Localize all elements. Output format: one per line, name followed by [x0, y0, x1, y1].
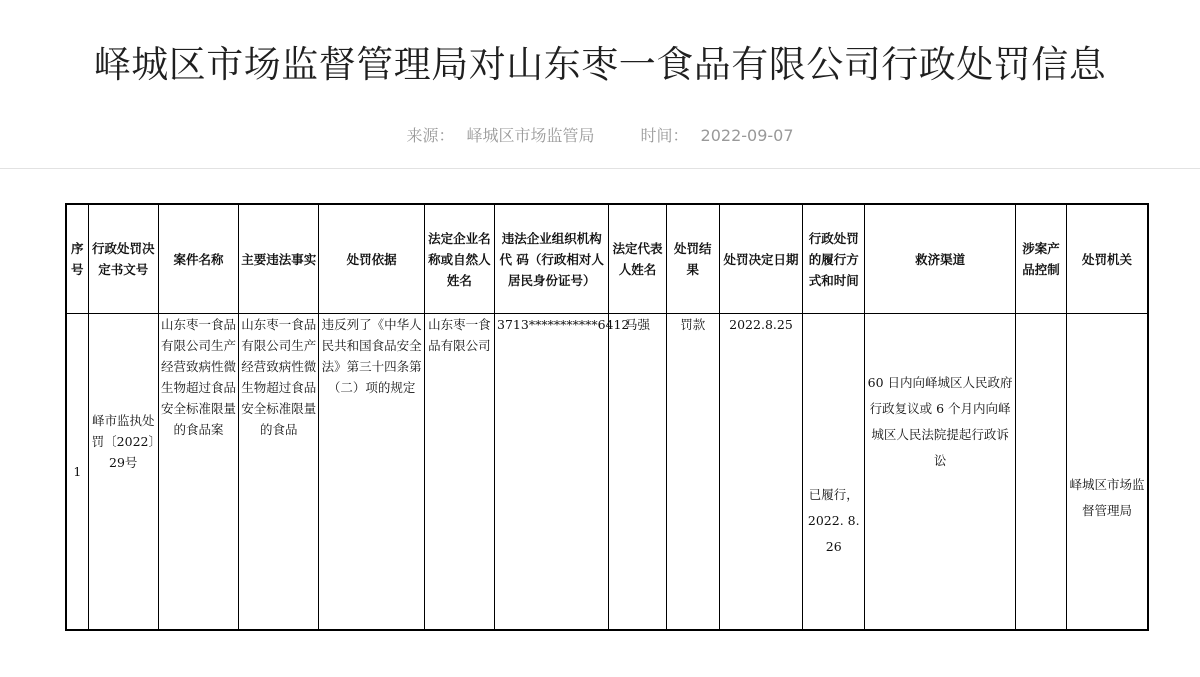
authority-text: 峄城区市场监督管理局 — [1069, 476, 1145, 518]
article-meta — [0, 123, 1200, 146]
header-seq: 序号 — [66, 204, 88, 314]
table-header-row — [66, 204, 1148, 314]
header-doc-no: 行政处罚决定书文号 — [88, 204, 158, 314]
cell-legal-rep: 马强 — [609, 314, 666, 631]
cell-result: 罚款 — [666, 314, 719, 631]
divider — [0, 168, 1200, 169]
time-value: 2022-09-07 — [700, 126, 794, 145]
table-row — [66, 314, 1148, 631]
cell-authority — [1067, 314, 1148, 631]
cell-relief — [865, 314, 1016, 631]
cell-case-name: 山东枣一食品有限公司生产经营致病性微生物超过食品安全标准限量的食品案 — [158, 314, 238, 631]
header-legal-rep: 法定代表人姓名 — [609, 204, 666, 314]
header-decision-date: 处罚决定日期 — [719, 204, 802, 314]
header-entity-name: 法定企业名称或自然人姓名 — [424, 204, 494, 314]
cell-basis: 违反列了《中华人民共和国食品安全法》第三十四条第（二）项的规定 — [319, 314, 424, 631]
header-relief: 救济渠道 — [865, 204, 1016, 314]
time-label: 时间： — [640, 126, 689, 145]
page-title: 峄城区市场监督管理局对山东枣一食品有限公司行政处罚信息 — [93, 43, 1107, 86]
cell-product-control — [1015, 314, 1066, 631]
header-basis: 处罚依据 — [319, 204, 424, 314]
header-performance: 行政处罚的履行方式和时间 — [803, 204, 865, 314]
header-case-name: 案件名称 — [158, 204, 238, 314]
cell-doc-no — [88, 314, 158, 631]
cell-decision-date: 2022.8.25 — [719, 314, 802, 631]
source-value: 峄城区市场监管局 — [466, 126, 595, 145]
source-label: 来源： — [406, 126, 455, 145]
cell-seq: 1 — [66, 314, 88, 631]
cell-main-facts: 山东枣一食品有限公司生产经营致病性微生物超过食品安全标准限量的食品 — [239, 314, 319, 631]
relief-text: 60 日内向峄城区人民政府行政复议或 6 个月内向峄城区人民法院提起行政诉讼 — [867, 375, 1013, 468]
doc-no-text: 峄市监执处罚〔2022〕29号 — [91, 413, 155, 470]
performance-text: 已履行，2022. 8. 26 — [807, 487, 860, 554]
header-result: 处罚结果 — [666, 204, 719, 314]
cell-org-code: 3713***********6412 — [495, 314, 609, 631]
header-authority: 处罚机关 — [1067, 204, 1148, 314]
penalty-table — [65, 203, 1149, 631]
header-product-control: 涉案产品控制 — [1015, 204, 1066, 314]
cell-performance — [803, 314, 865, 631]
header-org-code: 违法企业组织机构代 码（行政相对人居民身份证号） — [495, 204, 609, 314]
header-main-facts: 主要违法事实 — [239, 204, 319, 314]
cell-entity-name: 山东枣一食品有限公司 — [424, 314, 494, 631]
